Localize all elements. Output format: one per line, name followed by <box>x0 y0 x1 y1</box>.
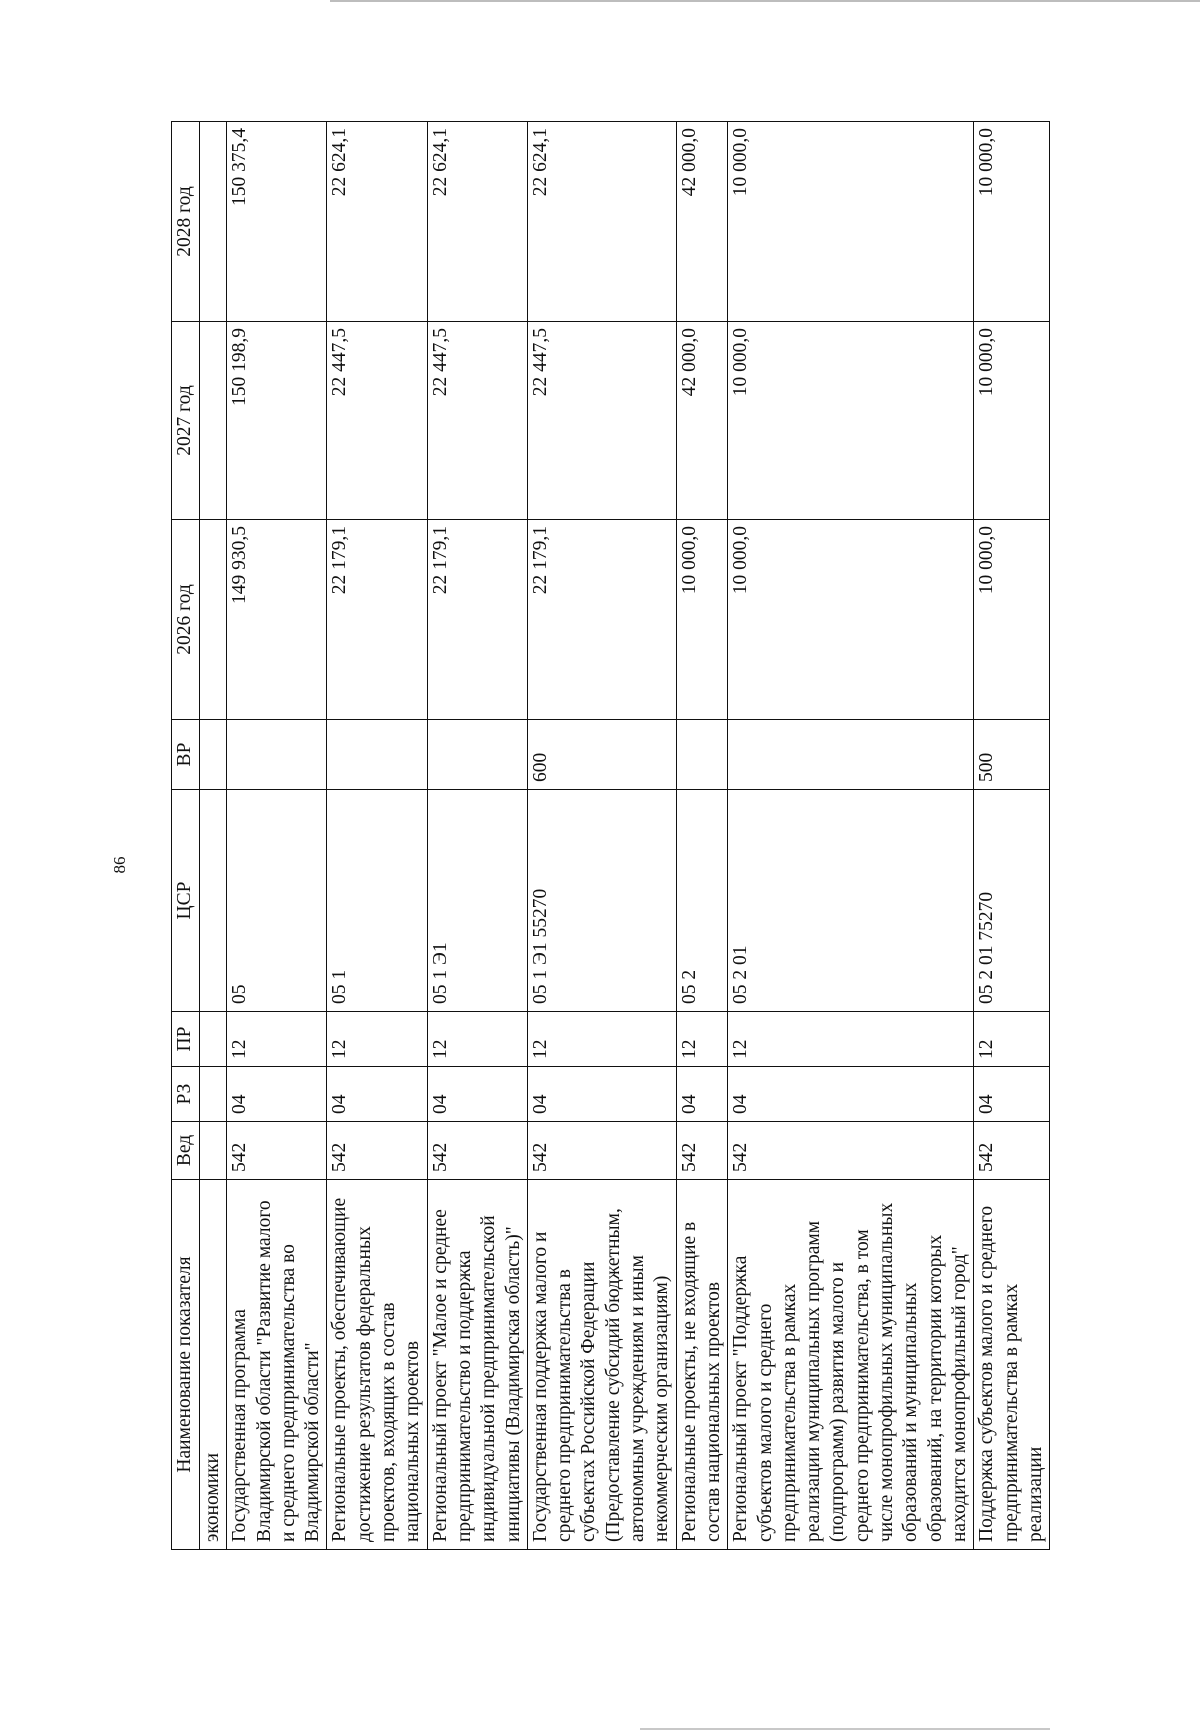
row-ved: 542 <box>427 1122 527 1180</box>
header-name: Наименование показателя <box>172 1180 200 1550</box>
empty-cell <box>200 1012 227 1067</box>
row-pr: 12 <box>327 1012 427 1067</box>
row-ved: 542 <box>227 1122 327 1180</box>
row-2026: 22 179,1 <box>427 520 527 720</box>
row-2028: 150 375,4 <box>227 122 327 322</box>
row-rz: 04 <box>427 1067 527 1122</box>
row-vr <box>327 720 427 790</box>
row-name: Поддержка субъектов малого и среднего предпринимательства в рамках реализации <box>974 1180 1050 1550</box>
row-pr: 12 <box>227 1012 327 1067</box>
row-2028: 22 624,1 <box>327 122 427 322</box>
row-2026: 22 179,1 <box>327 520 427 720</box>
row-pr: 12 <box>676 1012 728 1067</box>
row-pr: 12 <box>527 1012 676 1067</box>
empty-cell <box>200 1122 227 1180</box>
table-row <box>728 122 974 1550</box>
header-vr: ВР <box>172 720 200 790</box>
row-2026: 10 000,0 <box>676 520 728 720</box>
row-name: Региональный проект "Малое и среднее предпринимательство и поддержка индивидуальной предпринимательской инициативы (Владимирская область)" <box>427 1180 527 1550</box>
row-2028: 22 624,1 <box>427 122 527 322</box>
row-name: Региональный проект "Поддержка субъектов малого и среднего предпринимательства в рамках реализации муниципальных программ (подпрограмм) развития малого и среднего предпринимательства, в том числе монопрофильных муниципальных образований и муниципальных образований, на территории которых находится монопрофильный город" <box>728 1180 974 1550</box>
row-name: Региональные проекты, не входящие в состав национальных проектов <box>676 1180 728 1550</box>
row-rz: 04 <box>728 1067 974 1122</box>
page-number: 86 <box>110 856 129 874</box>
row-rz: 04 <box>227 1067 327 1122</box>
header-rz: РЗ <box>172 1067 200 1122</box>
row-ved: 542 <box>728 1122 974 1180</box>
row-2027: 22 447,5 <box>327 322 427 520</box>
table-row <box>676 122 728 1550</box>
empty-cell <box>200 322 227 520</box>
row-rz: 04 <box>676 1067 728 1122</box>
row-2027: 10 000,0 <box>974 322 1050 520</box>
header-ved: Вед <box>172 1122 200 1180</box>
section-label: экономики <box>200 1180 227 1550</box>
row-2026: 22 179,1 <box>527 520 676 720</box>
row-csr: 05 1 Э1 55270 <box>527 790 676 1012</box>
table-row <box>327 122 427 1550</box>
table-row <box>427 122 527 1550</box>
row-csr: 05 2 01 75270 <box>974 790 1050 1012</box>
empty-cell <box>200 520 227 720</box>
rotated-table-wrapper <box>171 122 1145 1550</box>
scan-edge-bottom <box>640 1728 1050 1730</box>
budget-table <box>171 121 1050 1550</box>
empty-cell <box>200 720 227 790</box>
row-name: Государственная программа Владимирской области "Развитие малого и среднего предпринимательства во Владимирской области" <box>227 1180 327 1550</box>
row-2027: 150 198,9 <box>227 322 327 520</box>
row-2028: 10 000,0 <box>728 122 974 322</box>
row-rz: 04 <box>327 1067 427 1122</box>
header-pr: ПР <box>172 1012 200 1067</box>
row-vr <box>676 720 728 790</box>
header-2026: 2026 год <box>172 520 200 720</box>
row-csr: 05 1 <box>327 790 427 1012</box>
row-pr: 12 <box>427 1012 527 1067</box>
row-csr: 05 1 Э1 <box>427 790 527 1012</box>
row-csr: 05 <box>227 790 327 1012</box>
header-csr: ЦСР <box>172 790 200 1012</box>
row-2026: 149 930,5 <box>227 520 327 720</box>
empty-cell <box>200 122 227 322</box>
scan-edge-top <box>330 0 1200 2</box>
row-csr: 05 2 <box>676 790 728 1012</box>
row-name: Региональные проекты, обеспечивающие достижение результатов федеральных проектов, входящих в состав национальных проектов <box>327 1180 427 1550</box>
row-ved: 542 <box>327 1122 427 1180</box>
row-ved: 542 <box>527 1122 676 1180</box>
row-vr <box>227 720 327 790</box>
header-2027: 2027 год <box>172 322 200 520</box>
row-ved: 542 <box>974 1122 1050 1180</box>
table-row <box>227 122 327 1550</box>
row-pr: 12 <box>974 1012 1050 1067</box>
row-vr: 500 <box>974 720 1050 790</box>
row-2026: 10 000,0 <box>974 520 1050 720</box>
row-2027: 10 000,0 <box>728 322 974 520</box>
row-2028: 42 000,0 <box>676 122 728 322</box>
empty-cell <box>200 790 227 1012</box>
table-row <box>974 122 1050 1550</box>
row-ved: 542 <box>676 1122 728 1180</box>
row-rz: 04 <box>527 1067 676 1122</box>
row-2028: 22 624,1 <box>527 122 676 322</box>
empty-cell <box>200 1067 227 1122</box>
row-vr: 600 <box>527 720 676 790</box>
section-row <box>200 122 227 1550</box>
row-name: Государственная поддержка малого и среднего предпринимательства в субъектах Российской Федерации (Предоставление субсидий бюджетным, автономным учреждениям и иным некоммерческим организациям) <box>527 1180 676 1550</box>
table-row <box>527 122 676 1550</box>
row-vr <box>427 720 527 790</box>
row-2027: 42 000,0 <box>676 322 728 520</box>
row-2027: 22 447,5 <box>527 322 676 520</box>
row-csr: 05 2 01 <box>728 790 974 1012</box>
row-vr <box>728 720 974 790</box>
header-2028: 2028 год <box>172 122 200 322</box>
header-row <box>172 122 200 1550</box>
row-rz: 04 <box>974 1067 1050 1122</box>
row-pr: 12 <box>728 1012 974 1067</box>
row-2026: 10 000,0 <box>728 520 974 720</box>
row-2028: 10 000,0 <box>974 122 1050 322</box>
row-2027: 22 447,5 <box>427 322 527 520</box>
